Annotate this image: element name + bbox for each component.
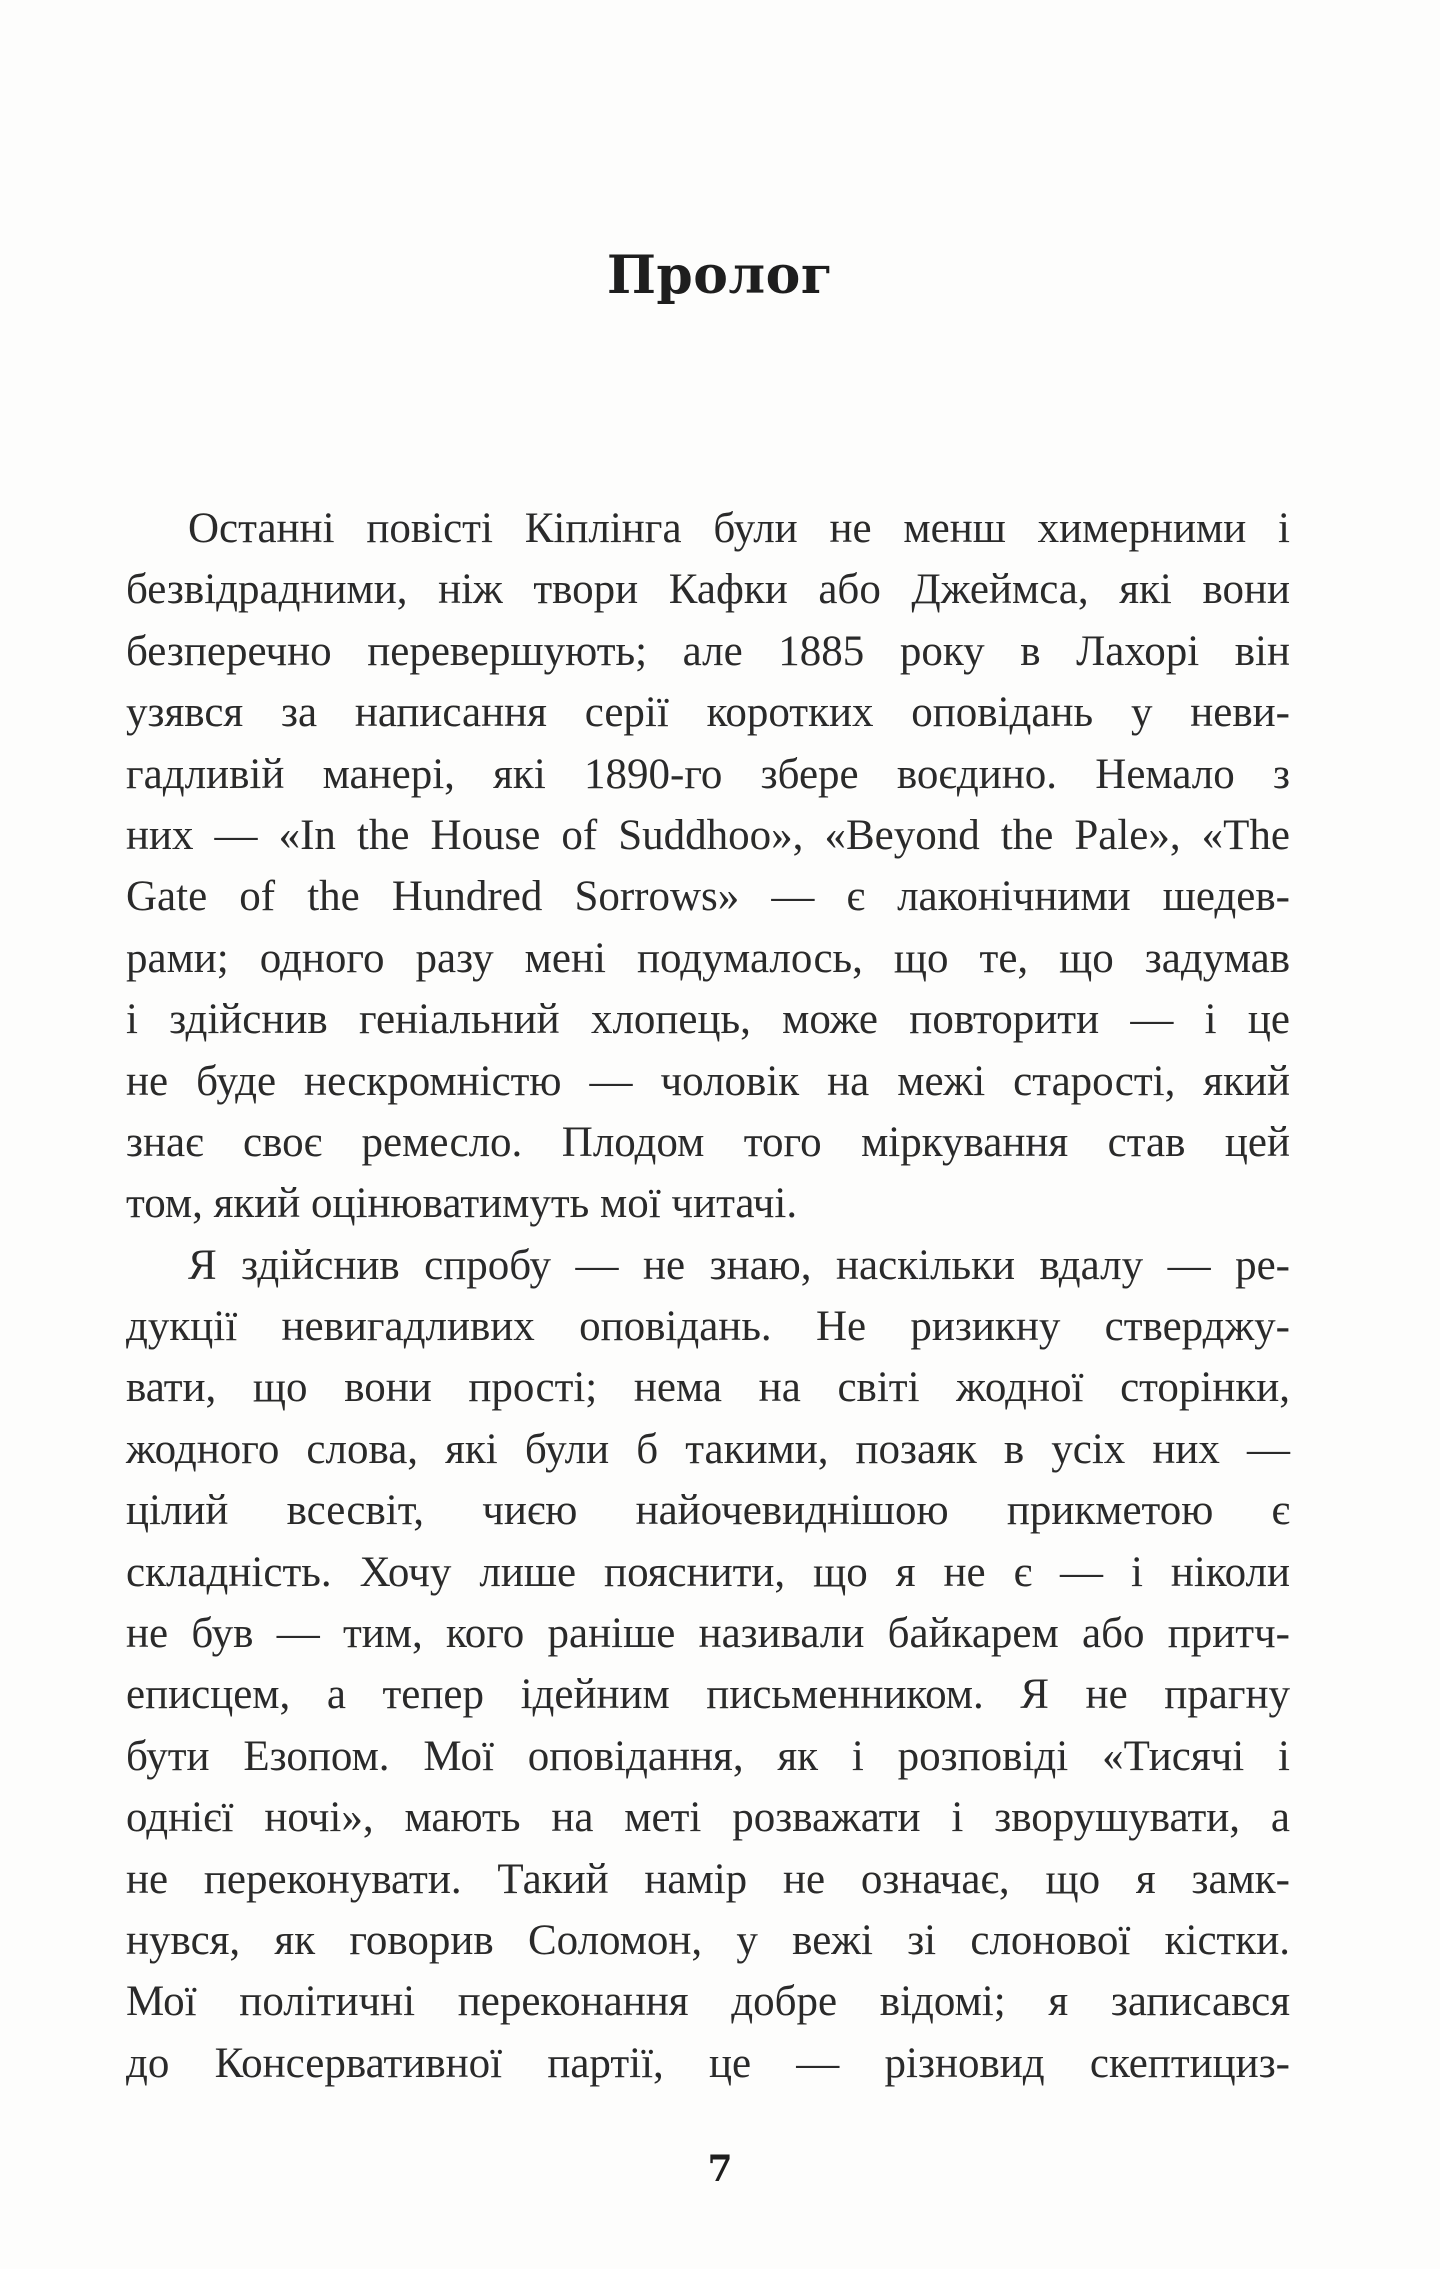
text-line: не буде нескромністю — чоловік на межі старості, який [126, 1057, 1290, 1105]
text-line: цілий всесвіт, чиєю найочевиднішою прикметою є [126, 1487, 1290, 1535]
text-line: жодного слова, які були б такими, позаяк в усіх них — [126, 1425, 1290, 1473]
text-line: Мої політичні переконання добре відомі; я записався [126, 1978, 1290, 2026]
text-line: безвідрадними, ніж твори Кафки або Джеймса, які вони [126, 566, 1290, 614]
text-line: складність. Хочу лише пояснити, що я не є — і ніколи [126, 1548, 1290, 1596]
text-line: них — «In the House of Suddhoo», «Beyond the Pale», «The [126, 811, 1290, 859]
text-line: узявся за написання серії коротких оповідань у неви- [126, 689, 1290, 737]
text-line: гадливій манері, які 1890-го збере воєдино. Немало з [126, 750, 1290, 798]
text-line: безперечно перевершують; але 1885 року в Лахорі він [126, 627, 1290, 675]
text-line: дукції невигадливих оповідань. Не ризикну стверджу- [126, 1303, 1290, 1351]
body-text [126, 498, 1290, 2094]
text-line: не був — тим, кого раніше називали байкарем або притч- [126, 1610, 1290, 1658]
page-title: Пролог [606, 244, 834, 306]
text-line: Я здійснив спробу — не знаю, наскільки вдалу — ре- [188, 1241, 1290, 1289]
text-line: до Консервативної партії, це — різновид скептициз- [126, 2039, 1290, 2087]
text-line: нувся, як говорив Соломон, у вежі зі слонової кістки. [126, 1916, 1290, 1964]
text-line: рами; одного разу мені подумалось, що те, що задумав [126, 934, 1290, 982]
text-line: бути Езопом. Мої оповідання, як і розповіді «Тисячі і [126, 1732, 1290, 1780]
text-line: еписцем, а тепер ідейним письменником. Я не прагну [126, 1671, 1290, 1719]
text-line: Gate of the Hundred Sorrows» — є лаконічними шедев- [126, 873, 1290, 921]
text-line: том, який оцінюватимуть мої читачі. [126, 1180, 798, 1228]
paragraph-2 [126, 1235, 1290, 2094]
page-number: 7 [707, 2148, 733, 2190]
text-line: вати, що вони прості; нема на світі жодної сторінки, [126, 1364, 1290, 1412]
text-line: не переконувати. Такий намір не означає, що я замк- [126, 1855, 1290, 1903]
text-line: і здійснив геніальний хлопець, може повторити — і це [126, 996, 1290, 1044]
text-line: однієї ночі», мають на меті розважати і зворушувати, а [126, 1794, 1290, 1842]
text-line: Останні повісті Кіплінга були не менш химерними і [188, 505, 1290, 552]
paragraph-1 [126, 498, 1290, 1235]
text-line: знає своє ремесло. Плодом того міркування став цей [126, 1118, 1290, 1166]
